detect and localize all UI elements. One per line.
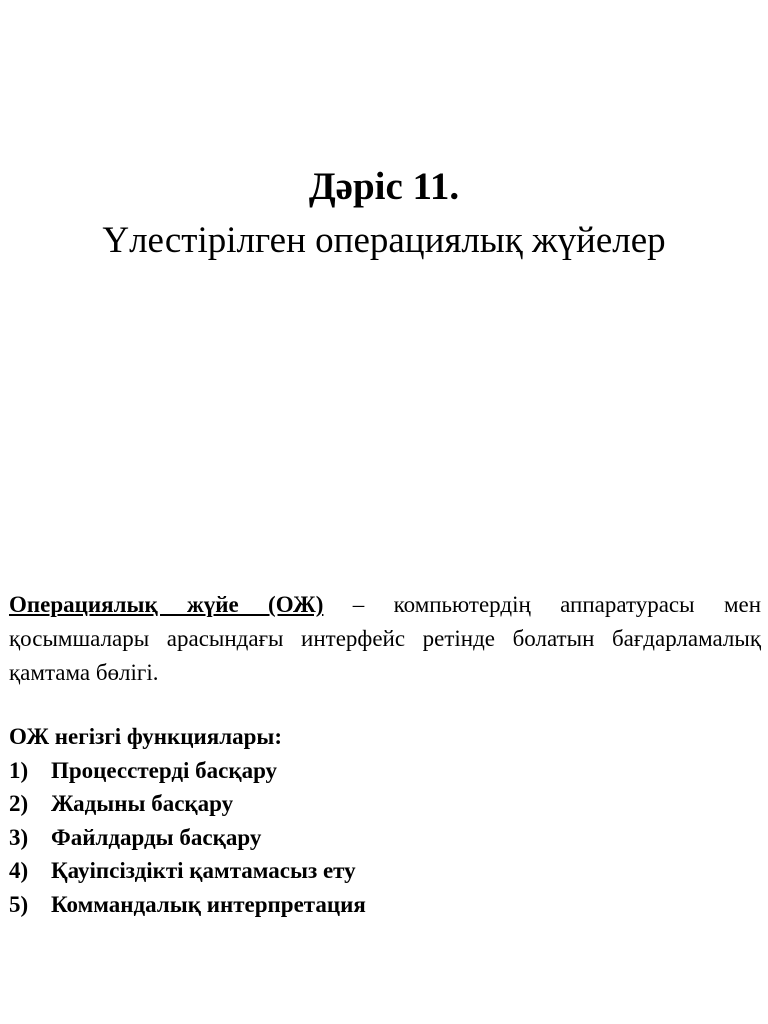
definition-dash: – <box>323 592 394 617</box>
list-item-number: 4) <box>9 858 29 883</box>
list-item-number: 1) <box>9 757 29 783</box>
functions-section <box>9 720 761 921</box>
list-item-number: 3) <box>9 824 29 850</box>
list-item <box>9 888 761 922</box>
list-item <box>9 787 761 821</box>
list-item-label: Жадыны басқару <box>51 791 234 816</box>
list-item-label: Файлдарды басқару <box>51 824 262 850</box>
list-item-number: 5) <box>9 891 29 917</box>
list-item-label: Процесстерді басқару <box>51 757 278 783</box>
list-item-label: Коммандалық интерпретация <box>51 891 366 917</box>
os-definition <box>9 588 761 690</box>
list-item-label: Қауіпсіздікті қамтамасыз ету <box>51 858 356 883</box>
list-item <box>9 754 761 788</box>
functions-list <box>9 754 761 922</box>
list-item <box>9 821 761 855</box>
list-item-number: 2) <box>9 791 29 816</box>
title-block <box>0 160 768 268</box>
list-item <box>9 854 761 888</box>
definition-term: Операциялық жүйе (ОЖ) <box>9 592 324 617</box>
lecture-title: Дәріс 11. <box>308 165 460 208</box>
lecture-topic: Үлестірілген операциялық жүйелер <box>102 220 666 261</box>
definition-text: компьютердің аппаратурасы мен қосымшалары арасындағы интерфейс ретінде болатын бағдарламалық қамтама бөлігі. <box>9 592 762 685</box>
functions-heading: ОЖ негізгі функциялары: <box>9 724 283 749</box>
